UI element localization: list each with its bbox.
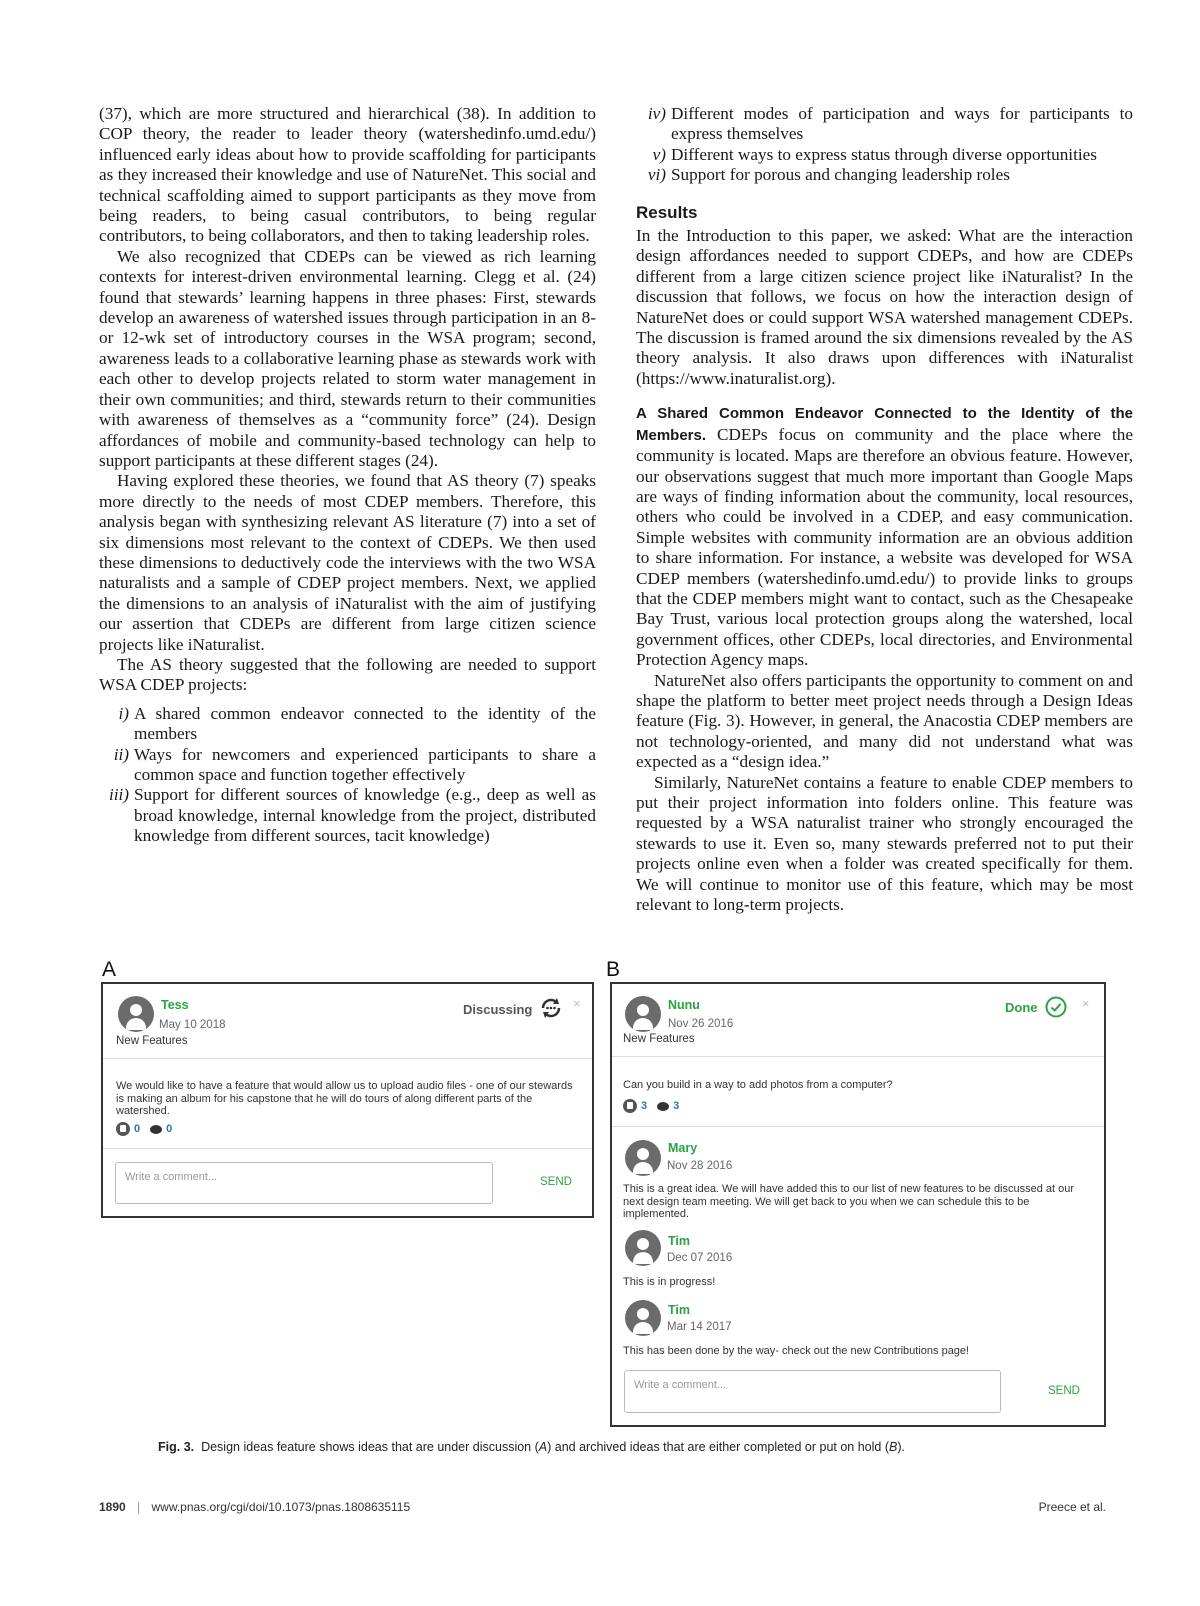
paragraph: (37), which are more structured and hierarchical (38). In addition to COP theory, the reader to leader theory (watershedinfo.umd.edu/) influenced early ideas about how to provide scaffolding for participants as they increased their knowledge and use of NatureNet. This social and technical scaffolding aimed to support participants as they move from being readers, to being casual contributors, to being regular contributors, to being collaborators, and then to taking leadership roles. — [99, 104, 596, 246]
reply-text: This is in progress! — [623, 1276, 716, 1288]
section-heading-results: Results — [636, 202, 698, 222]
idea-text: Can you build in a way to add photos from a computer? — [623, 1079, 893, 1091]
paragraph: NatureNet also offers participants the opportunity to comment on and shape the platform to better meet project needs through a Design Ideas feature (Fig. 3). However, in general, the Anacostia CDEP members are not technology-oriented, and many did not understand what was expected as a “design idea.” — [636, 670, 1133, 772]
like-icon[interactable] — [116, 1122, 130, 1136]
divider — [612, 1126, 1104, 1127]
list-item: ii) Ways for newcomers and experienced participants to share a common space and function together effectively — [113, 744, 596, 784]
list-item: iii) Support for different sources of knowledge (e.g., deep as well as broad knowledge, internal knowledge from the project, distributed knowledge from different sources, tacit knowledge) — [108, 785, 596, 846]
reply-author[interactable]: Mary — [668, 1141, 698, 1155]
reply-author[interactable]: Tim — [668, 1303, 690, 1317]
figure-caption: Fig. 3. Design ideas feature shows ideas that are under discussion (A) and archived ideas that are either completed or put on hold (B). — [158, 1440, 905, 1454]
comment-input[interactable]: Write a comment... — [115, 1162, 493, 1204]
list-item: i) A shared common endeavor connected to the identity of the members — [118, 703, 596, 744]
send-button[interactable]: SEND — [540, 1176, 572, 1188]
requirements-list — [99, 704, 596, 847]
comment-count: 0 — [166, 1123, 173, 1135]
close-icon[interactable]: × — [573, 996, 581, 1011]
doi-link[interactable]: www.pnas.org/cgi/doi/10.1073/pnas.1808635115 — [151, 1500, 411, 1514]
comment-icon — [657, 1102, 669, 1111]
reaction-counts — [116, 1122, 172, 1136]
avatar — [625, 1230, 661, 1266]
paragraph: We also recognized that CDEPs can be viewed as rich learning contexts for interest-driven environmental learning. Clegg et al. (24) found that stewards’ learning happens in three phases: First, stewards develop an awareness of watershed issues through participation in an 8- or 12-wk set of introductory courses in the WSA program; second, awareness leads to a collaborative learning phase as stewards work with each other to develop projects related to storm water management in their own communities; and third, stewards return to their communities with awareness of themselves as a “community force” (24). Design affordances of mobile and community-based technology can help to support participants at these different stages (24). — [99, 246, 596, 470]
like-count: 3 — [641, 1100, 648, 1112]
comment-input[interactable]: Write a comment... — [624, 1370, 1001, 1413]
divider — [103, 1148, 592, 1149]
subsection-heading: A Shared Common Endeavor Connected to the Identity of the Members. — [636, 405, 1133, 444]
panel-label-a: A — [102, 958, 117, 981]
left-column — [99, 104, 596, 847]
design-idea-card-done — [610, 982, 1106, 1427]
author-name[interactable]: Nunu — [668, 998, 700, 1012]
avatar — [118, 996, 154, 1032]
list-item: v) Different ways to express status through diverse opportunities — [652, 144, 1097, 164]
avatar — [625, 996, 661, 1032]
paragraph: In the Introduction to this paper, we asked: What are the interaction design affordances needed to support CDEPs, and how are CDEPs different from a large citizen science project like iNaturalist? In the discussion that follows, we focus on how the interaction design of NatureNet does or could support WSA watershed management CDEPs. The discussion is framed around the six dimensions revealed by the AS theory analysis. It also draws upon differences with iNaturalist (https://www.inaturalist.org). — [636, 226, 1133, 388]
close-icon[interactable]: × — [1082, 996, 1090, 1011]
reply-text: This has been done by the way- check out the new Contributions page! — [623, 1345, 970, 1357]
reply-date: Nov 28 2016 — [667, 1160, 733, 1172]
reaction-counts — [623, 1099, 679, 1113]
caption-label: Fig. 3. — [158, 1440, 195, 1454]
reply-text: This is a great idea. We will have added this to our list of new features to be discussed at our next design team meeting. We will get back to you when we can schedule this to be implemented. — [623, 1183, 1075, 1220]
reply-date: Mar 14 2017 — [667, 1321, 732, 1333]
paragraph: Having explored these theories, we found that AS theory (7) speaks more directly to the needs of most CDEP members. Therefore, this analysis began with synthesizing relevant AS literature (7) into a set of six dimensions most relevant to the context of CDEPs. We then used these dimensions to deductively code the interviews with the two WSA naturalists and a sample of CDEP project members. Next, we applied the dimensions to an analysis of iNaturalist with the aim of justifying our assertion that CDEPs are different from large citizen science projects like iNaturalist. — [99, 471, 596, 654]
avatar — [625, 1300, 661, 1336]
running-authors: Preece et al. — [1038, 1500, 1106, 1514]
divider — [103, 1058, 592, 1059]
paragraph: A Shared Common Endeavor Connected to the Identity of the Members. CDEPs focus on community and the place where the community is located. Maps are therefore an obvious feature. However, our observations suggest that much more important than Google Maps are ways of finding information about the community, local resources, others who could be involved in a CDEP, and easy communication. Simple websites with community information are an obvious addition to share information. For instance, a website was developed for WSA CDEP members (watershedinfo.umd.edu/) to provide links to groups that the CDEP members might want to contact, such as the Chesapeake Bay Trust, various local protection groups along the watershed, local government offices, other CDEPs, local directories, and Environmental Protection Agency maps. — [636, 405, 1133, 670]
footer-separator: | — [137, 1500, 141, 1514]
paragraph: Similarly, NatureNet contains a feature to enable CDEP members to put their project information into folders online. This feature was requested by a WSA naturalist trainer who strongly encouraged the stewards to use it. Even so, many stewards preferred not to put their projects online even when a folder was created specifically for them. We will continue to monitor use of this feature, which may be most relevant to long-term projects. — [636, 772, 1133, 915]
post-date: Nov 26 2016 — [668, 1018, 734, 1030]
category-label: New Features — [623, 1033, 695, 1045]
design-idea-card-discussing — [101, 982, 594, 1218]
category-label: New Features — [116, 1035, 188, 1047]
list-item: vi) Support for porous and changing leadership roles — [647, 165, 1010, 185]
idea-text: We would like to have a feature that would allow us to upload audio files - one of our stewards is making an album for his capstone that he will do tours of along different parts of the watershed. — [116, 1080, 573, 1117]
like-count: 0 — [134, 1123, 141, 1135]
status-label: Done — [1005, 1000, 1038, 1015]
page-number: 1890 — [99, 1500, 126, 1514]
list-item: iv) Different modes of participation and ways for participants to express themselves — [647, 104, 1133, 144]
like-icon[interactable] — [623, 1099, 637, 1113]
avatar — [625, 1140, 661, 1176]
post-date: May 10 2018 — [159, 1019, 226, 1031]
status-label: Discussing — [463, 1002, 533, 1017]
reply-date: Dec 07 2016 — [667, 1252, 733, 1264]
comment-count: 3 — [673, 1100, 680, 1112]
divider — [612, 1056, 1104, 1057]
check-circle-icon — [1045, 996, 1067, 1018]
panel-label-b: B — [606, 958, 621, 981]
reply-author[interactable]: Tim — [668, 1234, 690, 1248]
paragraph: The AS theory suggested that the following are needed to support WSA CDEP projects: — [99, 654, 596, 695]
page-footer-left — [99, 1500, 410, 1514]
author-name[interactable]: Tess — [161, 998, 189, 1012]
right-column — [636, 104, 1133, 915]
send-button[interactable]: SEND — [1048, 1385, 1080, 1397]
requirements-list-continued — [636, 104, 1133, 186]
discussing-icon — [539, 996, 563, 1020]
comment-icon — [150, 1125, 162, 1134]
